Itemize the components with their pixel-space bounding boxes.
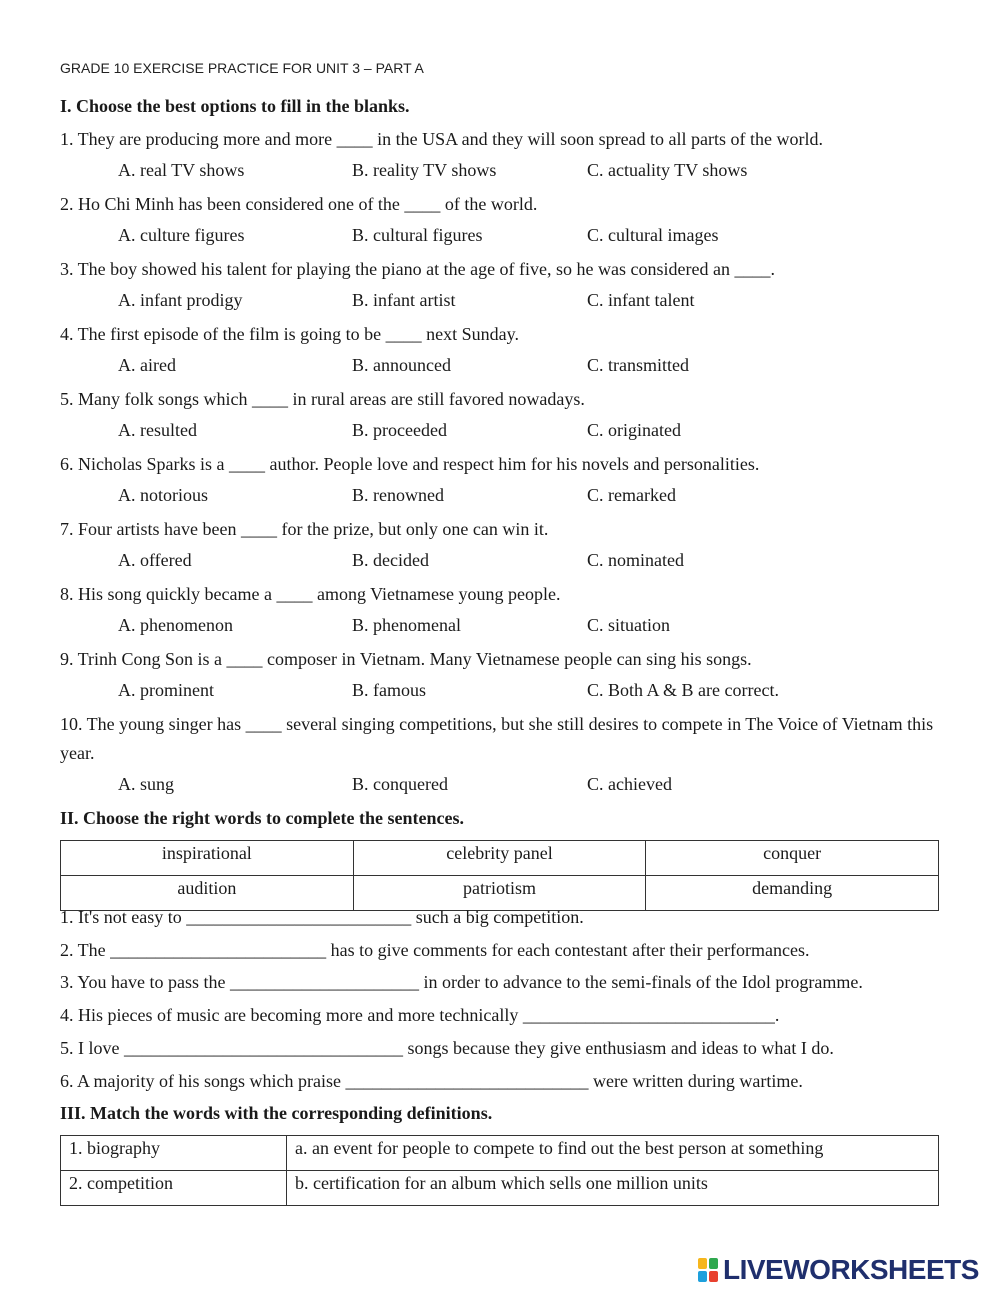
question-4-options xyxy=(118,355,938,381)
option-a[interactable]: A. aired xyxy=(118,355,176,375)
option-c[interactable]: C. transmitted xyxy=(587,355,689,375)
logo-square xyxy=(709,1258,718,1269)
option-c[interactable]: C. originated xyxy=(587,420,681,440)
match-word[interactable]: 2. competition xyxy=(61,1171,287,1206)
option-c[interactable]: C. actuality TV shows xyxy=(587,160,748,180)
question-4: 4. The first episode of the film is going to be ____ next Sunday. xyxy=(60,324,519,344)
logo-icon xyxy=(697,1257,719,1283)
option-b[interactable]: B. conquered xyxy=(352,774,448,794)
option-a[interactable]: A. phenomenon xyxy=(118,615,233,635)
question-7: 7. Four artists have been ____ for the prize, but only one can win it. xyxy=(60,519,549,539)
option-b[interactable]: B. reality TV shows xyxy=(352,160,497,180)
question-9-options xyxy=(118,680,938,706)
word-bank-cell: conquer xyxy=(646,841,939,876)
word-bank-cell: demanding xyxy=(646,876,939,911)
fill-sentence-5[interactable]: 5. I love _______________________________ songs because they give enthusiasm and ideas to what I do. xyxy=(60,1038,834,1058)
match-definition[interactable]: b. certification for an album which sells one million units xyxy=(287,1171,939,1206)
match-word[interactable]: 1. biography xyxy=(61,1136,287,1171)
option-b[interactable]: B. renowned xyxy=(352,485,444,505)
question-10: 10. The young singer has ____ several singing competitions, but she still desires to compete in The Voice of Vietnam this year. xyxy=(60,714,934,763)
option-c[interactable]: C. cultural images xyxy=(587,225,719,245)
liveworksheets-logo xyxy=(697,1254,979,1286)
option-c[interactable]: C. remarked xyxy=(587,485,676,505)
word-bank-cell: patriotism xyxy=(353,876,646,911)
question-1-options xyxy=(118,160,938,186)
option-b[interactable]: B. announced xyxy=(352,355,451,375)
section-1-title: I. Choose the best options to fill in the blanks. xyxy=(60,96,410,116)
question-1: 1. They are producing more and more ____ in the USA and they will soon spread to all parts of the world. xyxy=(60,129,824,149)
section-2-title: II. Choose the right words to complete the sentences. xyxy=(60,808,464,828)
logo-square xyxy=(698,1271,707,1282)
match-definition[interactable]: a. an event for people to compete to find out the best person at something xyxy=(287,1136,939,1171)
option-b[interactable]: B. famous xyxy=(352,680,426,700)
option-a[interactable]: A. culture figures xyxy=(118,225,245,245)
section-3-title: III. Match the words with the corresponding definitions. xyxy=(60,1103,493,1123)
table-row xyxy=(61,876,939,911)
question-2-options xyxy=(118,225,938,251)
question-3-options xyxy=(118,290,938,316)
option-b[interactable]: B. cultural figures xyxy=(352,225,483,245)
option-a[interactable]: A. prominent xyxy=(118,680,214,700)
question-3: 3. The boy showed his talent for playing the piano at the age of five, so he was considered an ____. xyxy=(60,259,775,279)
option-a[interactable]: A. notorious xyxy=(118,485,208,505)
option-a[interactable]: A. infant prodigy xyxy=(118,290,243,310)
option-a[interactable]: A. real TV shows xyxy=(118,160,245,180)
option-b[interactable]: B. infant artist xyxy=(352,290,456,310)
question-7-options xyxy=(118,550,938,576)
fill-sentence-6[interactable]: 6. A majority of his songs which praise ___________________________ were written during wartime. xyxy=(60,1071,803,1091)
option-c[interactable]: C. Both A & B are correct. xyxy=(587,680,779,700)
word-bank-cell: audition xyxy=(61,876,354,911)
option-c[interactable]: C. infant talent xyxy=(587,290,695,310)
question-9: 9. Trinh Cong Son is a ____ composer in Vietnam. Many Vietnamese people can sing his songs. xyxy=(60,649,752,669)
question-10-options xyxy=(118,774,938,800)
option-a[interactable]: A. resulted xyxy=(118,420,197,440)
fill-sentence-3[interactable]: 3. You have to pass the _____________________ in order to advance to the semi-finals of the Idol programme. xyxy=(60,972,863,992)
worksheet-header: GRADE 10 EXERCISE PRACTICE FOR UNIT 3 – PART A xyxy=(60,60,424,76)
fill-sentence-2[interactable]: 2. The ________________________ has to give comments for each contestant after their performances. xyxy=(60,940,810,960)
table-row xyxy=(61,1171,939,1206)
table-row xyxy=(61,841,939,876)
option-b[interactable]: B. phenomenal xyxy=(352,615,461,635)
question-5: 5. Many folk songs which ____ in rural areas are still favored nowadays. xyxy=(60,389,585,409)
option-b[interactable]: B. proceeded xyxy=(352,420,447,440)
fill-sentence-1[interactable]: 1. It's not easy to _________________________ such a big competition. xyxy=(60,907,584,927)
option-c[interactable]: C. achieved xyxy=(587,774,672,794)
question-8-options xyxy=(118,615,938,641)
option-c[interactable]: C. nominated xyxy=(587,550,684,570)
option-b[interactable]: B. decided xyxy=(352,550,429,570)
question-5-options xyxy=(118,420,938,446)
question-6-options xyxy=(118,485,938,511)
fill-sentence-4[interactable]: 4. His pieces of music are becoming more and more technically ____________________________. xyxy=(60,1005,780,1025)
option-a[interactable]: A. offered xyxy=(118,550,192,570)
option-c[interactable]: C. situation xyxy=(587,615,671,635)
question-6: 6. Nicholas Sparks is a ____ author. People love and respect him for his novels and personalities. xyxy=(60,454,760,474)
logo-text: LIVEWORKSHEETS xyxy=(723,1254,979,1285)
word-bank-cell: inspirational xyxy=(61,841,354,876)
option-a[interactable]: A. sung xyxy=(118,774,175,794)
question-2: 2. Ho Chi Minh has been considered one of the ____ of the world. xyxy=(60,194,538,214)
word-bank-cell: celebrity panel xyxy=(353,841,646,876)
question-8: 8. His song quickly became a ____ among Vietnamese young people. xyxy=(60,584,561,604)
matching-table xyxy=(60,1135,939,1206)
logo-square xyxy=(709,1271,718,1282)
logo-square xyxy=(698,1258,707,1269)
table-row xyxy=(61,1136,939,1171)
word-bank-table xyxy=(60,840,939,911)
